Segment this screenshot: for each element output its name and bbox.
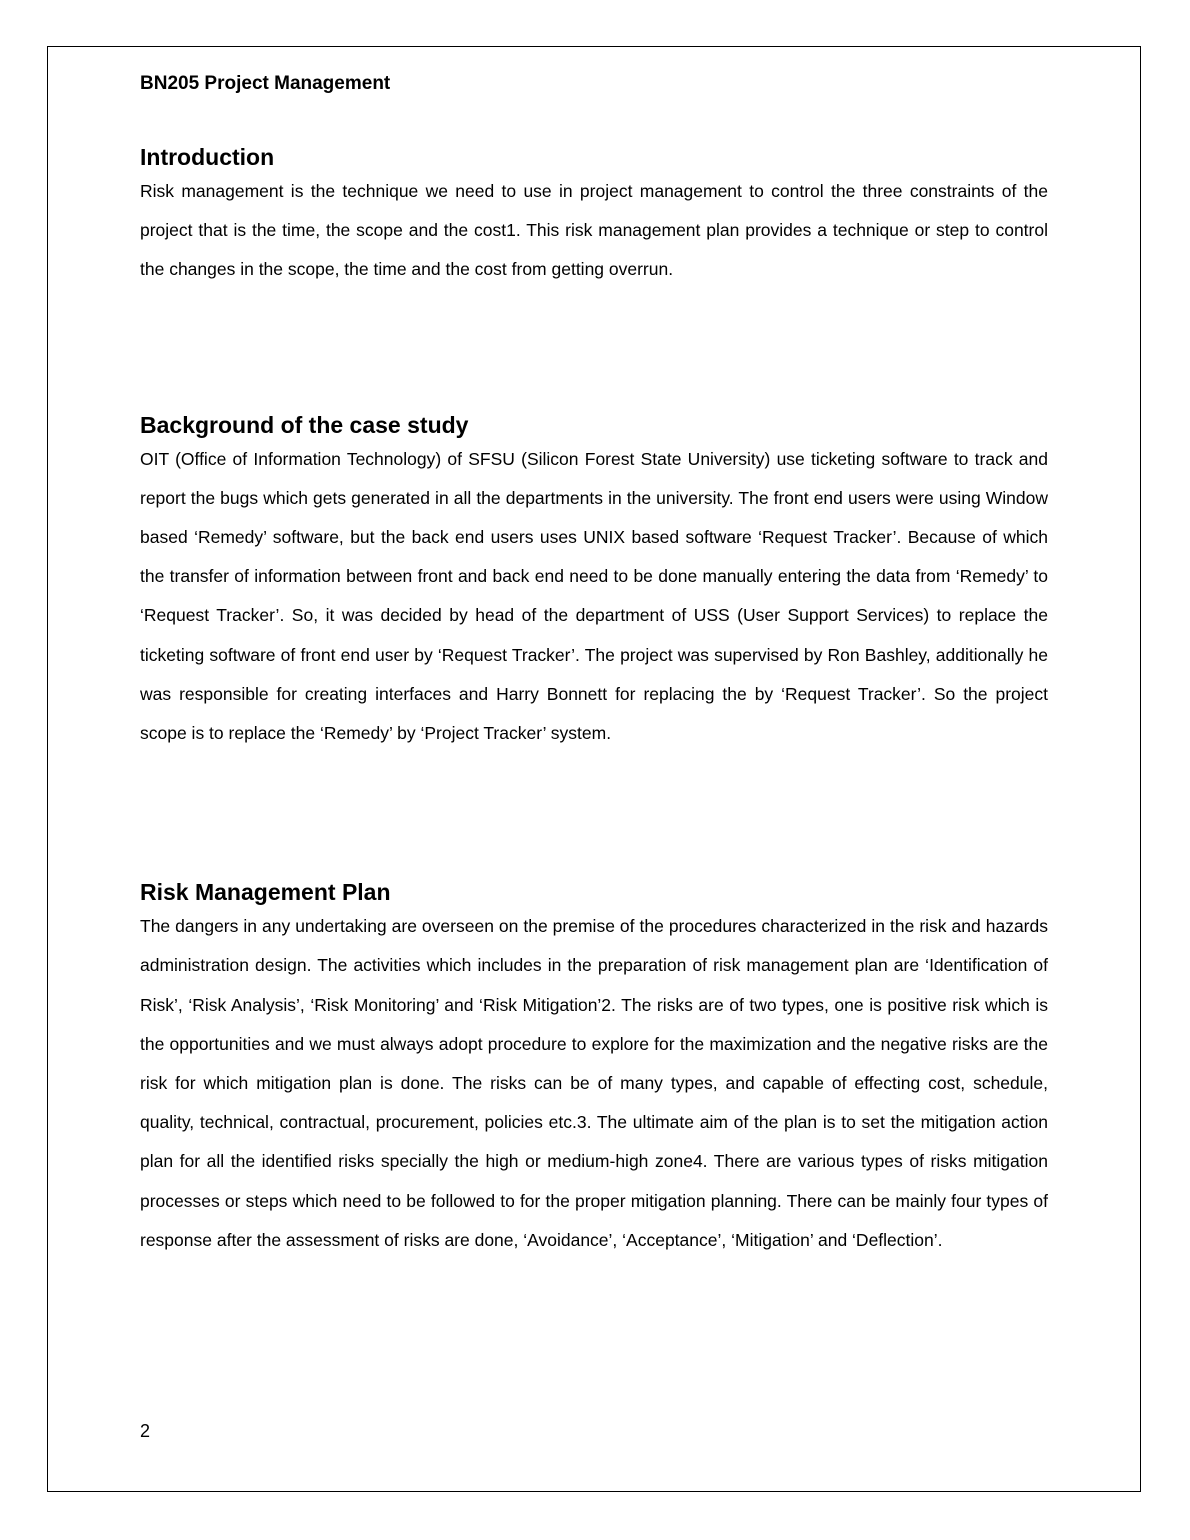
document-content (140, 70, 1048, 1260)
document-header-title: BN205 Project Management (140, 73, 391, 94)
background-heading: Background of the case study (140, 411, 469, 438)
introduction-heading: Introduction (140, 144, 275, 170)
introduction-paragraph: Risk management is the technique we need to use in project management to control the three constraints of the project that is the time, the scope and the cost1. This risk management plan provides a technique or step to control the changes in the scope, the time and the cost from getting overrun. (140, 181, 1048, 280)
risk-management-plan-heading: Risk Management Plan (140, 879, 391, 906)
page-number: 2 (140, 1421, 151, 1441)
risk-management-plan-paragraph: The dangers in any undertaking are overseen on the premise of the procedures characterized in the risk and hazards administration design. The activities which includes in the preparation of risk management plan are ‘Identification of Risk’, ‘Risk Analysis’, ‘Risk Monitoring’ and ‘Risk Mitigation’2. The risks are of two types, one is positive risk which is the opportunities and we must always adopt procedure to explore for the maximization and the negative risks are the risk for which mitigation plan is done. The risks can be of many types, and capable of effecting cost, schedule, quality, technical, contractual, procurement, policies etc.3. The ultimate aim of the plan is to set the mitigation action plan for all the identified risks specially the high or medium-high zone4. There are various types of risks mitigation processes or steps which need to be followed to for the proper mitigation planning. There can be mainly four types of response after the assessment of risks are done, ‘Avoidance’, ‘Acceptance’, ‘Mitigation’ and ‘Deflection’. (140, 916, 1048, 1250)
background-paragraph: OIT (Office of Information Technology) of SFSU (Silicon Forest State University) use ticketing software to track and report the bugs which gets generated in all the departments in the university. The front end users were using Window based ‘Remedy’ software, but the back end users uses UNIX based software ‘Request Tracker’. Because of which the transfer of information between front and back end need to be done manually entering the data from ‘Remedy’ to ‘Request Tracker’. So, it was decided by head of the department of USS (User Support Services) to replace the ticketing software of front end user by ‘Request Tracker’. The project was supervised by Ron Bashley, additionally he was responsible for creating interfaces and Harry Bonnett for replacing the by ‘Request Tracker’. So the project scope is to replace the ‘Remedy’ by ‘Project Tracker’ system. (140, 448, 1048, 744)
